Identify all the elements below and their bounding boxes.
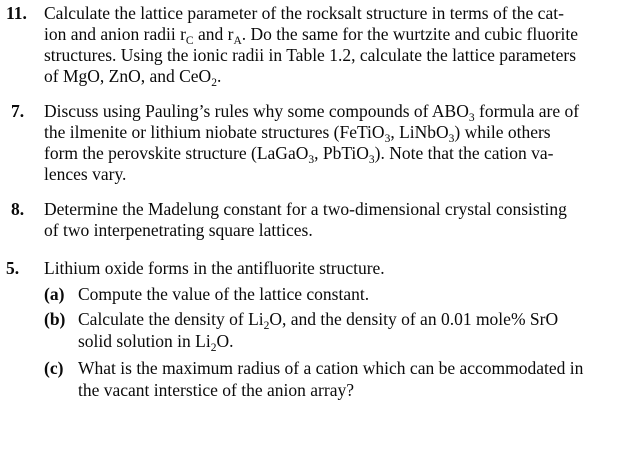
- subscript: A: [233, 35, 242, 47]
- subscript: C: [185, 35, 194, 47]
- subscript: 3: [368, 154, 375, 166]
- problem-text-line: form the perovskite structure (LaGaO$_3$, PbTiO$_3$). Note that the cation va-: [44, 143, 554, 166]
- subscript: 3: [308, 154, 315, 166]
- part-text-line: What is the maximum radius of a cation which can be accommodated in: [78, 358, 584, 378]
- problem-number: 7.: [11, 101, 25, 121]
- part-label-b: (b): [44, 309, 66, 329]
- problem-text-line: Calculate the lattice parameter of the rocksalt structure in terms of the cat-: [44, 3, 564, 23]
- subscript: 3: [448, 133, 455, 145]
- part-label-c: (c): [44, 358, 64, 378]
- problem-text-line: Determine the Madelung constant for a two-dimensional crystal consisting: [44, 199, 567, 219]
- part-text-line: Calculate the density of $Li_2O$, and the density of an 0.01 mole% SrO: [78, 309, 559, 332]
- subscript: 2: [211, 77, 217, 89]
- problem-text-line: lences vary.: [44, 164, 127, 184]
- subscript: 2: [263, 320, 270, 332]
- subscript: 3: [468, 112, 475, 124]
- problem-text-line: of MgO, ZnO, and CeO$_2$.: [44, 66, 222, 89]
- problem-text-line: Discuss using Pauling’s rules why some compounds of $ABO_3$ formula are of: [44, 101, 580, 124]
- problem-text-line: structures. Using the ionic radii in Table 1.2, calculate the lattice parameters: [44, 45, 577, 65]
- part-label-a: (a): [44, 284, 65, 304]
- subscript: 3: [384, 133, 391, 145]
- problem-number: 5.: [6, 258, 20, 278]
- part-text-line: solid solution in $Li_2O$.: [78, 331, 234, 354]
- subscript: 2: [210, 342, 217, 354]
- problem-number: 8.: [11, 199, 25, 219]
- problem-number: 11.: [6, 3, 27, 23]
- problem-text-line: the ilmenite or lithium niobate structures (FeTiO$_3$, LiNbO$_3$) while others: [44, 122, 551, 145]
- problem-text-line: ion and anion radii $r_C$ and $r_A$. Do the same for the wurtzite and cubic fluorite: [44, 24, 579, 47]
- problem-text-line: of two interpenetrating square lattices.: [44, 220, 313, 240]
- part-text-line: Compute the value of the lattice constant.: [78, 284, 370, 304]
- problem-text-line: Lithium oxide forms in the antifluorite structure.: [44, 258, 385, 278]
- part-text-line: the vacant interstice of the anion array?: [78, 380, 354, 400]
